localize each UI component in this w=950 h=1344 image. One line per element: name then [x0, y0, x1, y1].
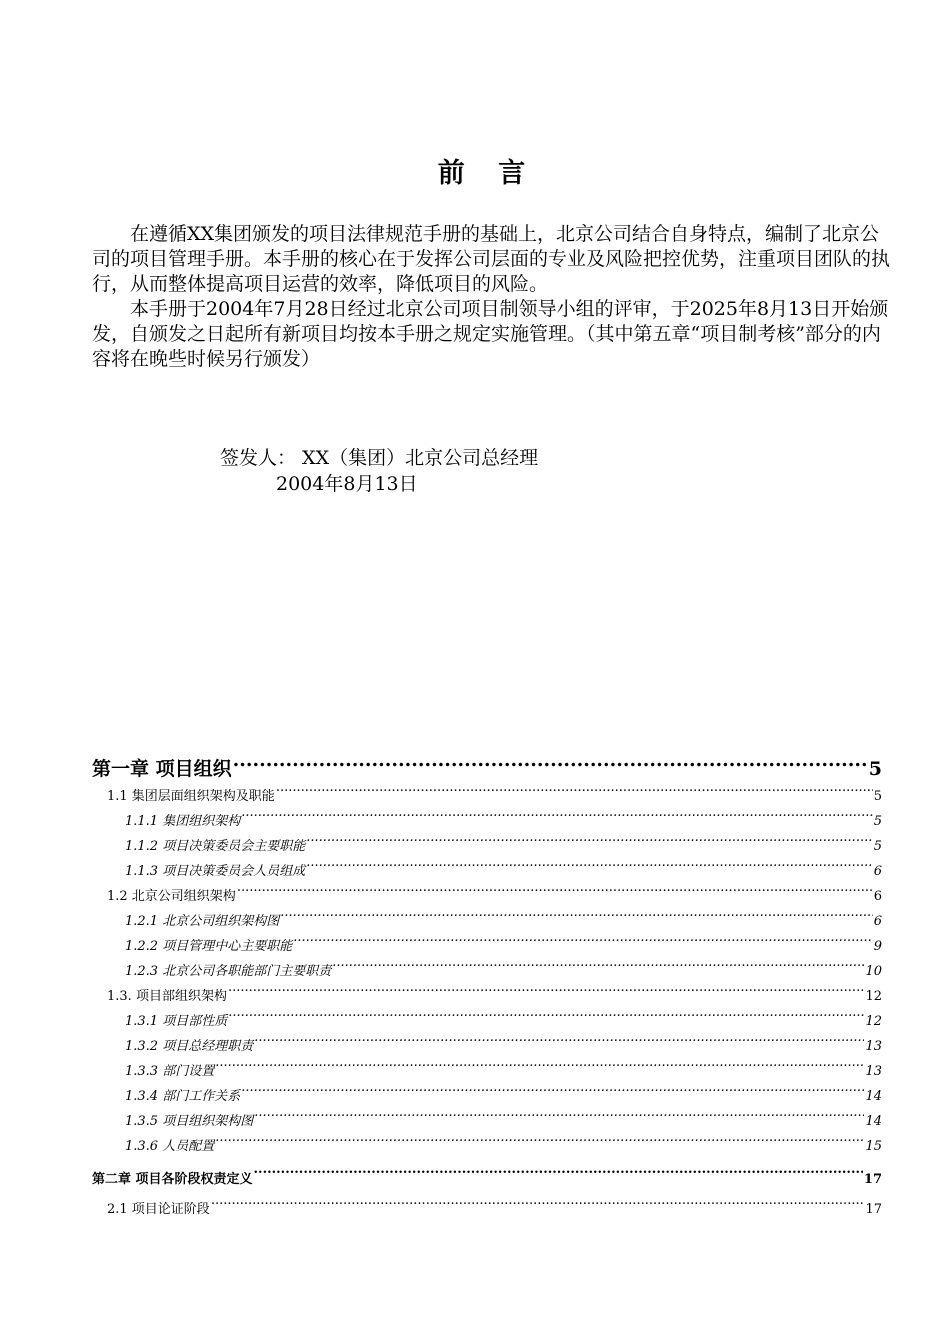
toc-entry-title: 1.1.1 集团组织架构	[125, 814, 241, 829]
toc-entry-page: 5	[873, 839, 882, 854]
toc-entry-1-3[interactable]	[92, 984, 882, 1009]
toc-entry-1-2-1[interactable]	[92, 909, 882, 934]
toc-leader-dots	[280, 912, 873, 925]
toc-entry-title: 第二章 项目各阶段权责定义	[92, 1172, 253, 1187]
sign-date: 2004年8月13日	[276, 473, 418, 495]
toc-entry-page: 17	[865, 1202, 882, 1217]
toc-entry-page: 12	[865, 1014, 882, 1029]
toc-entry-page: 6	[873, 914, 882, 929]
toc-entry-title: 1.3.2 项目总经理职责	[125, 1039, 254, 1054]
toc-leader-dots	[254, 1037, 864, 1050]
toc-entry-title: 1.3.1 项目部性质	[125, 1014, 228, 1029]
toc-entry-title: 2.1 项目论证阶段	[107, 1202, 210, 1217]
toc-entry-title: 1.1 集团层面组织架构及职能	[107, 789, 275, 804]
toc-entry-1-3-2[interactable]	[92, 1034, 882, 1059]
toc-leader-dots	[293, 937, 873, 950]
toc-entry-title: 1.2.2 项目管理中心主要职能	[125, 939, 293, 954]
toc-entry-page: 9	[873, 939, 882, 954]
toc-entry-1-2-3[interactable]	[92, 959, 882, 984]
toc-entry-page: 5	[873, 814, 882, 829]
toc-entry-1-3-5[interactable]	[92, 1109, 882, 1134]
toc-leader-dots	[241, 1087, 864, 1100]
toc-entry-page: 6	[873, 889, 882, 904]
toc-leader-dots	[254, 1170, 863, 1183]
toc-entry-1-3-3[interactable]	[92, 1059, 882, 1084]
toc-leader-dots	[215, 1137, 864, 1150]
toc-entry-1-3-6[interactable]	[92, 1134, 882, 1159]
toc-leader-dots	[332, 962, 864, 975]
toc-entry-title: 1.3.5 项目组织架构图	[125, 1114, 254, 1129]
toc-entry-chapter-2[interactable]	[92, 1167, 882, 1193]
toc-leader-dots	[215, 1062, 864, 1075]
toc-entry-1-1-1[interactable]	[92, 809, 882, 834]
toc-entry-page: 13	[865, 1039, 882, 1054]
toc-entry-1-1-3[interactable]	[92, 859, 882, 884]
toc-entry-chapter-1[interactable]	[92, 754, 882, 784]
toc-entry-page: 13	[865, 1064, 882, 1079]
toc-leader-dots	[228, 1012, 864, 1025]
toc-entry-1-2[interactable]	[92, 884, 882, 909]
toc-entry-title: 1.3.3 部门设置	[125, 1064, 215, 1079]
toc-entry-page: 12	[865, 989, 882, 1004]
toc-entry-page: 15	[865, 1139, 882, 1154]
toc-entry-page: 5	[873, 789, 882, 804]
toc-entry-2-1[interactable]	[92, 1197, 882, 1222]
toc-entry-page: 5	[868, 758, 882, 780]
toc-entry-title: 1.3.4 部门工作关系	[125, 1089, 241, 1104]
preface-body	[92, 222, 892, 372]
preface-paragraph: 在遵循XX集团颁发的项目法律规范手册的基础上，北京公司结合自身特点，编制了北京公司的项目管理手册。本手册的核心在于发挥公司层面的专业及风险把控优势，注重项目团队的执行，从而整体提高项目运营的效率，降低项目的风险。	[92, 223, 891, 295]
toc-entry-page: 14	[865, 1089, 882, 1104]
toc-entry-1-2-2[interactable]	[92, 934, 882, 959]
toc-entry-title: 1.3. 项目部组织架构	[107, 989, 227, 1004]
toc-leader-dots	[228, 987, 865, 1000]
toc-entry-1-1[interactable]	[92, 784, 882, 809]
toc-leader-dots	[306, 862, 873, 875]
signer-line: 签发人： XX（集团）北京公司总经理	[220, 447, 539, 469]
toc-entry-title: 1.3.6 人员配置	[125, 1139, 215, 1154]
preface-title: 前 言	[437, 158, 538, 189]
table-of-contents	[92, 754, 882, 1222]
toc-entry-1-1-2[interactable]	[92, 834, 882, 859]
toc-entry-page: 14	[865, 1114, 882, 1129]
toc-leader-dots	[276, 787, 873, 800]
toc-entry-title: 1.2.3 北京公司各职能部门主要职责	[125, 964, 332, 979]
toc-entry-1-3-4[interactable]	[92, 1084, 882, 1109]
toc-leader-dots	[233, 756, 868, 775]
toc-leader-dots	[254, 1112, 864, 1125]
toc-entry-page: 6	[873, 864, 882, 879]
toc-entry-title: 第一章 项目组织	[92, 758, 232, 780]
toc-entry-1-3-1[interactable]	[92, 1009, 882, 1034]
toc-entry-page: 10	[865, 964, 882, 979]
toc-leader-dots	[211, 1200, 865, 1213]
toc-entry-title: 1.2.1 北京公司组织架构图	[125, 914, 280, 929]
toc-entry-title: 1.1.3 项目决策委员会人员组成	[125, 864, 306, 879]
toc-leader-dots	[237, 887, 873, 900]
toc-leader-dots	[306, 837, 873, 850]
toc-entry-title: 1.2 北京公司组织架构	[107, 889, 236, 904]
toc-entry-page: 17	[863, 1172, 882, 1187]
preface-paragraph: 本手册于2004年7月28日经过北京公司项目制领导小组的评审，于2025年8月13日开始颁发，自颁发之日起所有新项目均按本手册之规定实施管理。（其中第五章“项目制考核”部分的内容将在晚些时候另行颁发）	[92, 298, 889, 370]
toc-leader-dots	[241, 812, 873, 825]
toc-entry-title: 1.1.2 项目决策委员会主要职能	[125, 839, 306, 854]
